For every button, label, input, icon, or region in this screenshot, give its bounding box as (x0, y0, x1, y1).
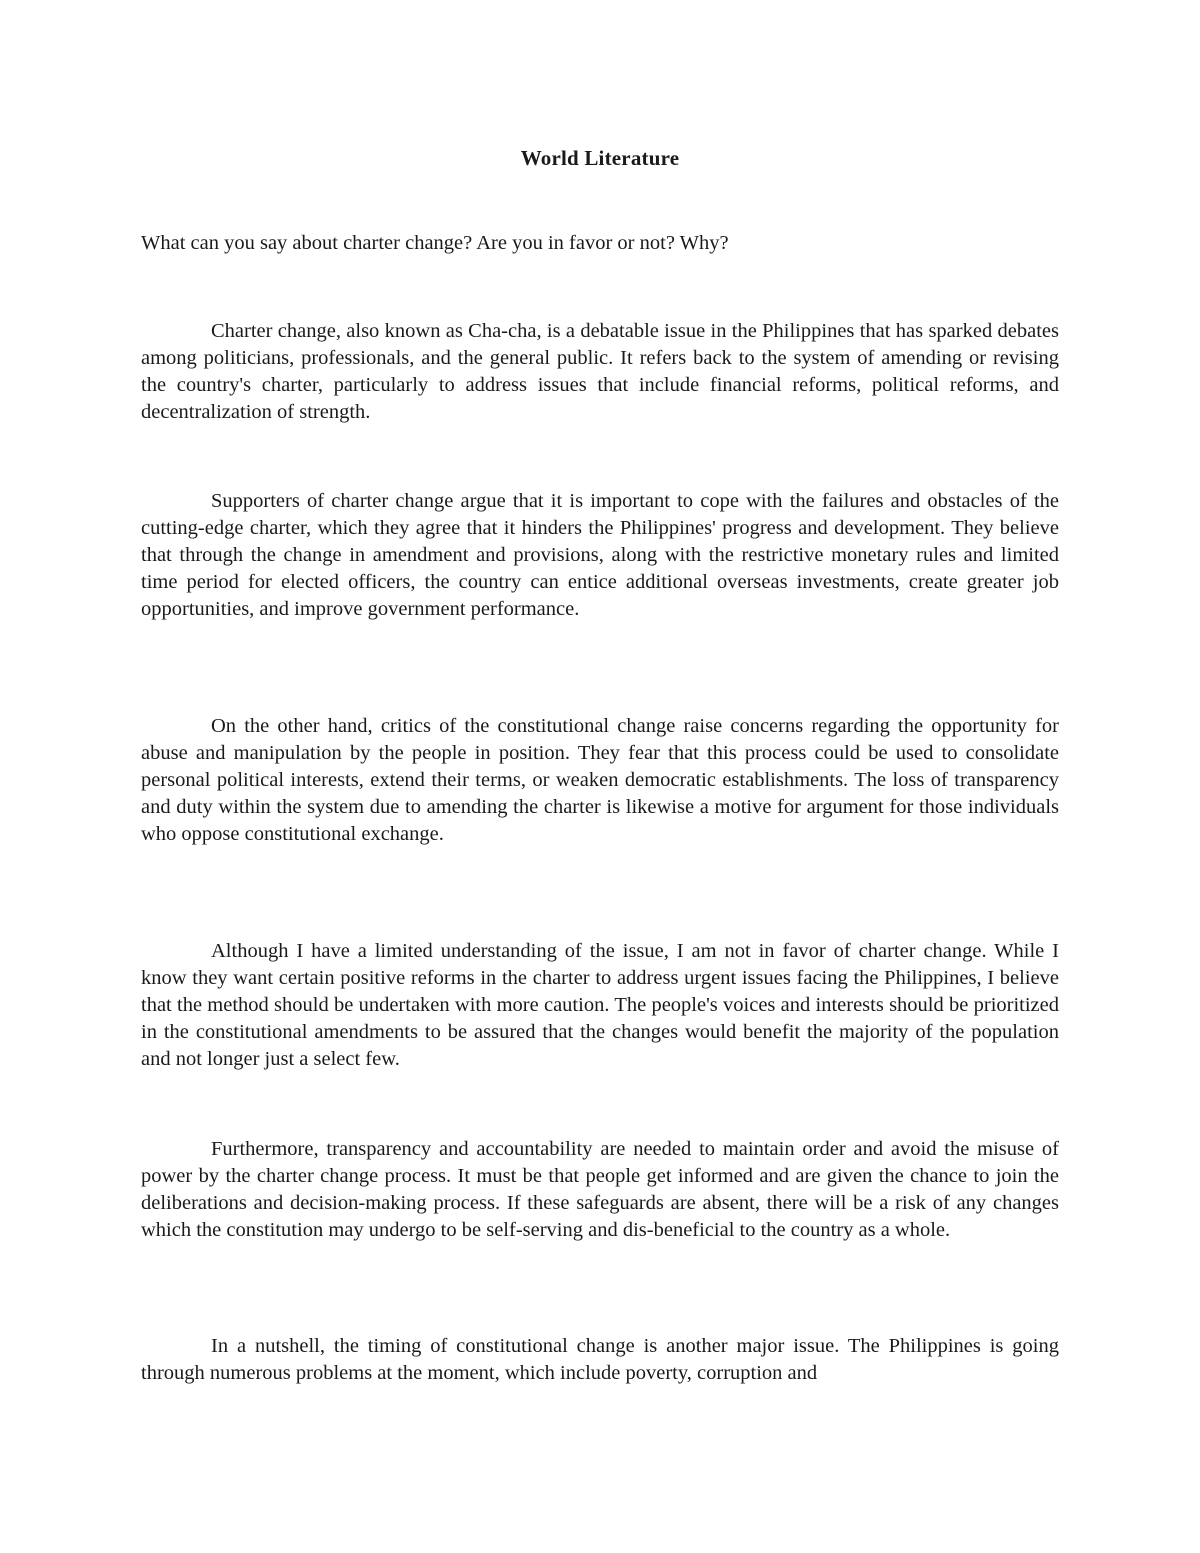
body-paragraph: Furthermore, transparency and accountability are needed to maintain order and avoid the misuse of power by the charter change process. It must be that people get informed and are given the chance to join the deliberations and decision-making process. If these safeguards are absent, there will be a risk of any changes which the constitution may undergo to be self-serving and dis-beneficial to the country as a whole. (141, 1138, 1059, 1241)
essay-question: What can you say about charter change? Are you in favor or not? Why? (141, 232, 729, 254)
body-paragraph: In a nutshell, the timing of constitutional change is another major issue. The Philippines is going through numerous problems at the moment, which include poverty, corruption and (141, 1335, 1059, 1384)
document-title: World Literature (520, 146, 680, 170)
body-paragraph: Charter change, also known as Cha-cha, is a debatable issue in the Philippines that has sparked debates among politicians, professionals, and the general public. It refers back to the system of amending or revising the country's charter, particularly to address issues that include financial reforms, political reforms, and decentralization of strength. (141, 320, 1059, 423)
body-paragraph: Although I have a limited understanding of the issue, I am not in favor of charter change. While I know they want certain positive reforms in the charter to address urgent issues facing the Philippines, I believe that the method should be undertaken with more caution. The people's voices and interests should be prioritized in the constitutional amendments to be assured that the changes would benefit the majority of the population and not longer just a select few. (141, 940, 1059, 1070)
body-paragraph: Supporters of charter change argue that it is important to cope with the failures and obstacles of the cutting-edge charter, which they agree that it hinders the Philippines' progress and development. They believe that through the change in amendment and provisions, along with the restrictive monetary rules and limited time period for elected officers, the country can entice additional overseas investments, create greater job opportunities, and improve government performance. (141, 490, 1059, 620)
body-paragraph: On the other hand, critics of the constitutional change raise concerns regarding the opportunity for abuse and manipulation by the people in position. They fear that this process could be used to consolidate personal political interests, extend their terms, or weaken democratic establishments. The loss of transparency and duty within the system due to amending the charter is likewise a motive for argument for those individuals who oppose constitutional exchange. (141, 715, 1059, 845)
